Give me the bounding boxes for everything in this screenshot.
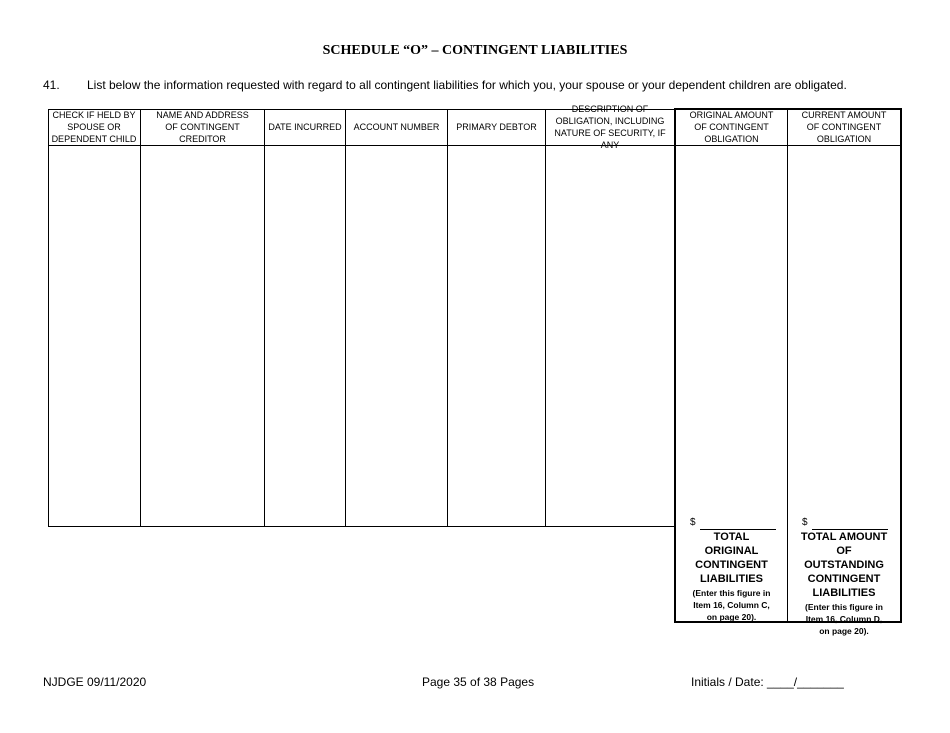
- header-divider: [48, 145, 901, 146]
- total-original-note: (Enter this figure in Item 16, Column C, on page 20).: [692, 588, 771, 622]
- page-title: SCHEDULE “O” – CONTINGENT LIABILITIES: [322, 43, 628, 58]
- total-original-block: [676, 516, 787, 623]
- col-header-spouse-check: CHECK IF HELD BY SPOUSE OR DEPENDENT CHILD: [51, 110, 137, 144]
- col-header-original-amount: ORIGINAL AMOUNT OF CONTINGENT OBLIGATION: [689, 110, 774, 144]
- column-divider: [447, 109, 448, 527]
- total-current-label: TOTAL AMOUNT OF OUTSTANDING CONTINGENT LIABILITIES: [800, 531, 888, 599]
- initials-label: Initials / Date:: [691, 675, 764, 689]
- total-original-blank[interactable]: [700, 519, 776, 530]
- total-current-blank[interactable]: [812, 519, 888, 530]
- col-header-description: DESCRIPTION OF OBLIGATION, INCLUDING NATURE OF SECURITY, IF ANY: [554, 104, 666, 150]
- total-current-block: [788, 516, 900, 637]
- total-original-label: TOTAL ORIGINAL CONTINGENT LIABILITIES: [695, 531, 768, 585]
- column-divider: [345, 109, 346, 527]
- initials-date: [691, 675, 844, 689]
- column-divider: [140, 109, 141, 527]
- amount-box-right: [900, 108, 902, 623]
- total-current-amount[interactable]: $: [788, 516, 900, 530]
- initials-field[interactable]: ____/_______: [767, 675, 844, 689]
- total-original-amount[interactable]: $: [676, 516, 787, 530]
- form-id: NJDGE 09/11/2020: [43, 675, 147, 689]
- instruction: [43, 78, 847, 92]
- col-header-date-incurred: DATE INCURRED: [268, 122, 342, 132]
- item-number: 41.: [43, 78, 60, 92]
- instruction-text: List below the information requested with regard to all contingent liabilities for which you, your spouse or your dependent children are obligated.: [87, 78, 847, 92]
- col-header-current-amount: CURRENT AMOUNT OF CONTINGENT OBLIGATION: [801, 110, 887, 144]
- col-header-primary-debtor: PRIMARY DEBTOR: [456, 122, 537, 132]
- col-header-account-number: ACCOUNT NUMBER: [353, 122, 440, 132]
- page-number: Page 35 of 38 Pages: [422, 675, 535, 689]
- liabilities-table: [48, 104, 674, 527]
- total-current-note: (Enter this figure in Item 16, Column D, on page 20).: [805, 602, 883, 636]
- column-divider: [545, 109, 546, 527]
- col-header-creditor: NAME AND ADDRESS OF CONTINGENT CREDITOR: [156, 110, 249, 144]
- column-divider: [264, 109, 265, 527]
